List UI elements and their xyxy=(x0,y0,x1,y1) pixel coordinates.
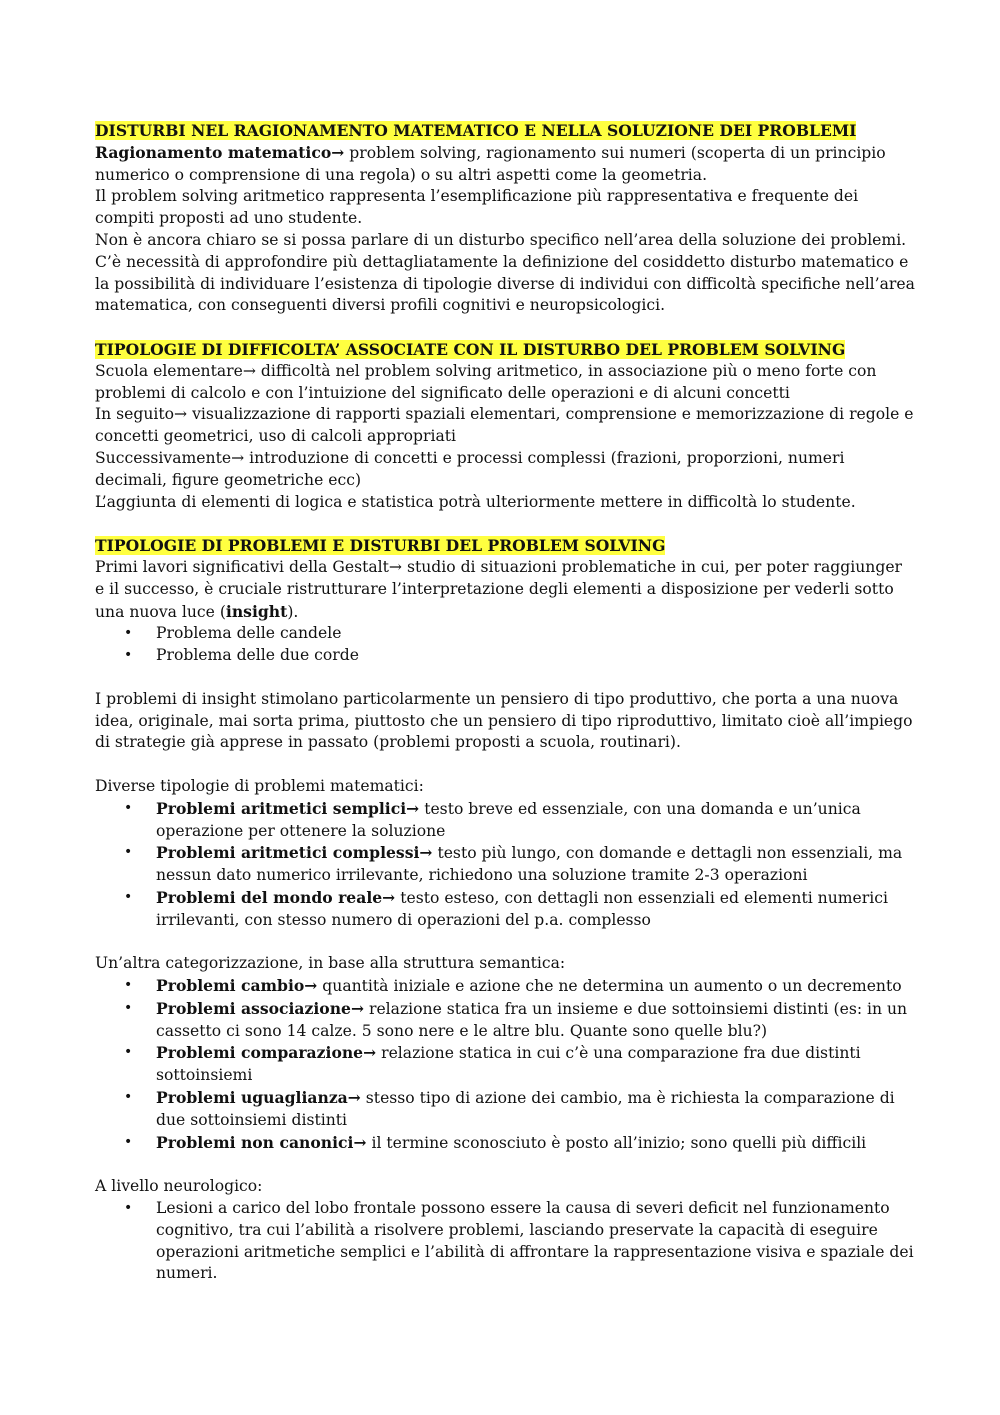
highlighted-heading: DISTURBI NEL RAGIONAMENTO MATEMATICO E NELLA SOLUZIONE DEI PROBLEMI xyxy=(95,121,857,140)
paragraph: Un’altra categorizzazione, in base alla struttura semantica: xyxy=(95,954,566,973)
list-item-text: relazione statica in cui c’è una comparazione fra due distinti sottoinsiemi xyxy=(156,1044,861,1085)
document-page xyxy=(95,120,915,1285)
bullet-list xyxy=(95,1198,915,1285)
bold-term: Problemi comparazione→ xyxy=(156,1043,377,1063)
list-item xyxy=(156,998,915,1043)
section-heading xyxy=(95,120,915,142)
list-item-text: relazione statica fra un insieme e due sottoinsiemi distinti (es: in un cassetto ci sono 14 calze. 5 sono nere e le altre blu. Quante sono quelle blu?) xyxy=(156,999,908,1040)
list-item xyxy=(156,975,915,998)
bold-term: Problemi non canonici→ xyxy=(156,1132,367,1152)
paragraph-text: problem solving, ragionamento sui numeri (scoperta di un principio numerico o comprensione di una regola) o su altri aspetti come la geometria. xyxy=(95,143,886,184)
list-item-text: il termine sconosciuto è posto all’inizio; sono quelli più difficili xyxy=(366,1133,867,1152)
paragraph xyxy=(95,557,915,623)
bold-term: Problemi aritmetici semplici→ xyxy=(156,798,420,818)
highlighted-heading: TIPOLOGIE DI DIFFICOLTA’ ASSOCIATE CON IL DISTURBO DEL PROBLEM SOLVING xyxy=(95,339,846,359)
bold-term: Problemi associazione→ xyxy=(156,998,365,1018)
paragraph xyxy=(95,142,915,187)
list-item xyxy=(156,1087,915,1132)
bold-term: insight xyxy=(225,601,288,621)
list-item-text: testo breve ed essenziale, con una domanda e un’unica operazione per ottenere la soluzione xyxy=(156,799,861,840)
list-item xyxy=(156,798,915,843)
list-item xyxy=(156,887,915,932)
paragraph: I problemi di insight stimolano particolarmente un pensiero di tipo produttivo, che porta a una nuova idea, originale, mai sorta prima, piuttosto che un pensiero di tipo riproduttivo, limitato cioè all’impiego di strategie già apprese in passato (problemi proposti a scuola, routinari). xyxy=(95,689,913,752)
highlighted-heading: TIPOLOGIE DI PROBLEMI E DISTURBI DEL PROBLEM SOLVING xyxy=(95,536,666,556)
paragraph: Scuola elementare→ difficoltà nel problem solving aritmetico, in associazione più o meno forte con problemi di calcolo e con l’intuizione del significato delle operazioni e di alcuni concetti xyxy=(95,361,877,402)
paragraph-text: ). xyxy=(287,602,299,621)
paragraph: A livello neurologico: xyxy=(95,1177,263,1196)
paragraph: C’è necessità di approfondire più dettagliatamente la definizione del cosiddetto disturbo matematico e la possibilità di individuare l’esistenza di tipologie diverse di individui con difficoltà specifiche nell’area matematica, con conseguenti diversi profili cognitivi e neuropsicologici. xyxy=(95,252,915,315)
paragraph: Il problem solving aritmetico rappresenta l’esemplificazione più rappresentativa e frequente dei compiti proposti ad uno studente. xyxy=(95,187,859,228)
section-heading xyxy=(95,339,915,361)
list-item-text: testo più lungo, con domande e dettagli non essenziali, ma nessun dato numerico irrilevante, richiedono una soluzione tramite 2-3 operazioni xyxy=(156,844,903,885)
bold-term: Ragionamento matematico→ xyxy=(95,142,345,162)
list-item: • Problema delle candele xyxy=(156,623,915,645)
paragraph-text: Primi lavori significativi della Gestalt→ studio di situazioni problematiche in cui, per poter raggiunger e il successo, è cruciale ristrutturare l’interpretazione degli elementi a disposizione per vederli sotto una nuova luce ( xyxy=(95,557,903,621)
bullet-list xyxy=(95,975,915,1154)
list-item xyxy=(156,1042,915,1087)
paragraph: Non è ancora chiaro se si possa parlare di un disturbo specifico nell’area della soluzione dei problemi. xyxy=(95,230,907,249)
paragraph: In seguito→ visualizzazione di rapporti spaziali elementari, comprensione e memorizzazione di regole e concetti geometrici, uso di calcoli appropriati xyxy=(95,405,914,446)
list-item: • Lesioni a carico del lobo frontale possono essere la causa di severi deficit nel funzionamento cognitivo, tra cui l’abilità a risolvere problemi, lasciando preservate la capacità di eseguire operazioni aritmetiche semplici e l’abilità di affrontare la rappresentazione visiva e spaziale dei numeri. xyxy=(156,1198,915,1285)
bullet-list xyxy=(95,798,915,932)
paragraph: Diverse tipologie di problemi matematici: xyxy=(95,776,424,795)
bold-term: Problemi uguaglianza→ xyxy=(156,1088,361,1108)
bold-term: Problemi aritmetici complessi→ xyxy=(156,843,433,863)
bold-term: Problemi cambio→ xyxy=(156,976,318,996)
list-item: • Problema delle due corde xyxy=(156,645,915,667)
list-item xyxy=(156,842,915,887)
list-item-text: stesso tipo di azione dei cambio, ma è richiesta la comparazione di due sottoinsiemi distinti xyxy=(156,1089,895,1129)
paragraph: Successivamente→ introduzione di concetti e processi complessi (frazioni, proporzioni, numeri decimali, figure geometriche ecc) xyxy=(95,448,845,489)
list-item xyxy=(156,1132,915,1155)
list-item-text: quantità iniziale e azione che ne determina un aumento o un decremento xyxy=(317,977,902,996)
paragraph: L’aggiunta di elementi di logica e statistica potrà ulteriormente mettere in difficoltà lo studente. xyxy=(95,492,856,511)
section-heading xyxy=(95,535,915,557)
list-item-text: testo esteso, con dettagli non essenziali ed elementi numerici irrilevanti, con stesso numero di operazioni del p.a. complesso xyxy=(156,888,888,929)
bullet-list xyxy=(95,623,915,667)
bold-term: Problemi del mondo reale→ xyxy=(156,887,396,907)
